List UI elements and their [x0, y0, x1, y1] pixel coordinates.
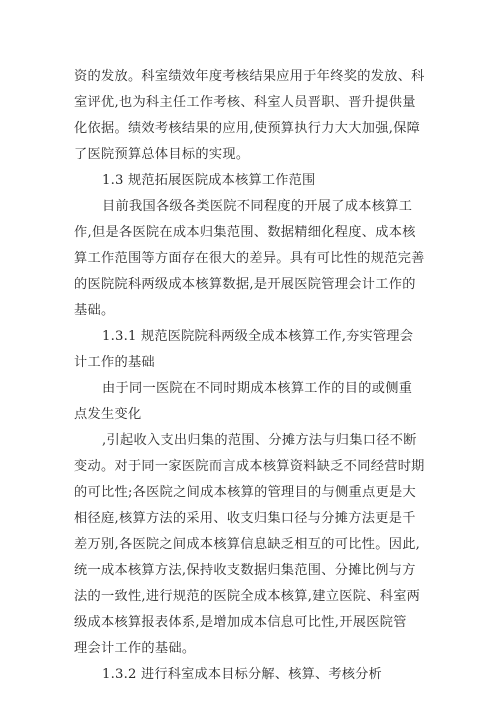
paragraph-line: 算工作范围等方面存在很大的差异。具有可比性的规范完善 [74, 251, 425, 266]
paragraph-line: 法的一致性,进行规范的医院全成本核算,建立医院、科室两 [74, 589, 421, 604]
section-heading-1-3-1-cont: 计工作的基础 [74, 355, 155, 370]
section-heading-1-3: 1.3 规范拓展医院成本核算工作范围 [102, 173, 316, 188]
paragraph-line: 化依据。绩效考核结果的应用,使预算执行力大大加强,保障 [74, 121, 421, 136]
section-heading-1-3-2: 1.3.2 进行科室成本目标分解、核算、考核分析 [102, 667, 382, 682]
paragraph-line: 的可比性;各医院之间成本核算的管理目的与侧重点更是大 [74, 485, 416, 500]
paragraph-line: 统一成本核算方法,保持收支数据归集范围、分摊比例与方 [74, 563, 416, 578]
paragraph-line: 资的发放。科室绩效年度考核结果应用于年终奖的发放、科 [74, 69, 425, 84]
paragraph-line: 作,但是各医院在成本归集范围、数据精细化程度、成本核 [74, 225, 416, 240]
paragraph-line: 的医院院科两级成本核算数据,是开展医院管理会计工作的 [74, 277, 416, 292]
paragraph-line: 点发生变化 [74, 407, 142, 422]
paragraph-line: 相径庭,核算方法的采用、收支归集口径与分摊方法更是千 [74, 511, 416, 526]
paragraph-line: 理会计工作的基础。 [74, 641, 196, 656]
paragraph-line: 目前我国各级各类医院不同程度的开展了成本核算工 [102, 199, 413, 214]
paragraph-line: 变动。对于同一家医院而言成本核算资料缺乏不同经营时期 [74, 459, 425, 474]
paragraph-line: ,引起收入支出归集的范围、分摊方法与归集口径不断 [102, 433, 417, 448]
paragraph-line: 由于同一医院在不同时期成本核算工作的目的或侧重 [102, 381, 413, 396]
paragraph-line: 差万别,各医院之间成本核算信息缺乏相互的可比性。因此, [74, 537, 421, 552]
paragraph-line: 室评优,也为科主任工作考核、科室人员晋职、晋升提供量 [74, 95, 416, 110]
section-heading-1-3-1: 1.3.1 规范医院院科两级全成本核算工作,夯实管理会 [102, 329, 414, 344]
paragraph-line: 了医院预算总体目标的实现。 [74, 147, 250, 162]
paragraph-line: 级成本核算报表体系,是增加成本信息可比性,开展医院管 [74, 615, 407, 630]
paragraph-line: 基础。 [74, 303, 115, 318]
